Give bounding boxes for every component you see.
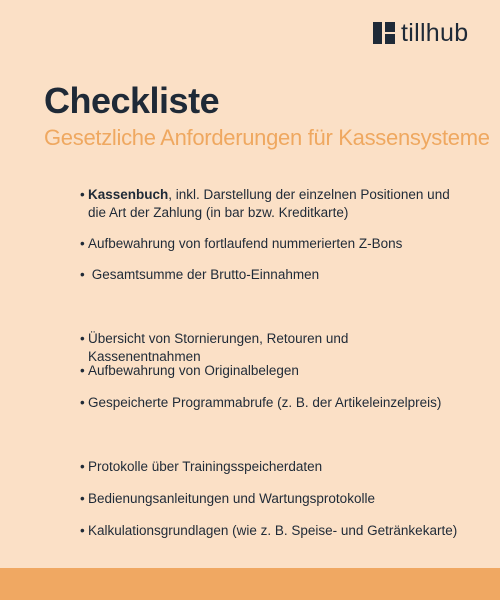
checklist-item [80,186,458,222]
page-title: Checkliste [44,80,220,121]
checklist-item [80,458,458,476]
bullet-icon: • [80,395,85,410]
bullet-icon: • [80,523,85,538]
checklist-item [80,330,458,366]
bullet-icon: • [80,459,85,474]
checklist-item [80,522,458,540]
checklist-item [80,235,458,253]
bullet-icon: • [80,363,85,378]
bullet-icon: • [80,267,85,282]
brand-logo [373,19,468,47]
checklist-item-text: Gespeicherte Programmabrufe (z. B. der Artikeleinzelpreis) [88,395,442,410]
checklist-item-text: Kalkulationsgrundlagen (wie z. B. Speise- und Getränkekarte) [88,523,458,538]
checklist-item [80,394,458,412]
bullet-icon: • [80,236,85,251]
bullet-icon: • [80,187,85,202]
brand-name: tillhub [401,19,469,47]
checklist-item-text: Übersicht von Stornierungen, Retouren und Kassenentnahmen [88,331,349,364]
checklist-item-text: Bedienungsanleitungen und Wartungsprotokolle [88,491,375,506]
bullet-icon: • [80,331,85,346]
checklist-item-bold: Kassenbuch [88,187,169,202]
checklist-item-text: Gesamtsumme der Brutto-Einnahmen [88,267,320,282]
checklist-item-text: Protokolle über Trainingsspeicherdaten [88,459,323,474]
bullet-icon: • [80,491,85,506]
checklist-item-text: , inkl. Darstellung der einzelnen Positionen und die Art der Zahlung (in bar bzw. Kreditkarte) [88,187,450,220]
checklist-item [80,490,458,508]
checklist-item-text: Aufbewahrung von Originalbelegen [88,363,299,378]
checklist-item [80,362,458,380]
footer-band [0,568,500,600]
checklist-item [80,266,458,284]
checklist-item-text: Aufbewahrung von fortlaufend nummerierten Z-Bons [88,236,403,251]
page-subtitle: Gesetzliche Anforderungen für Kassensysteme [44,125,490,150]
tillhub-logo-icon [373,22,395,44]
